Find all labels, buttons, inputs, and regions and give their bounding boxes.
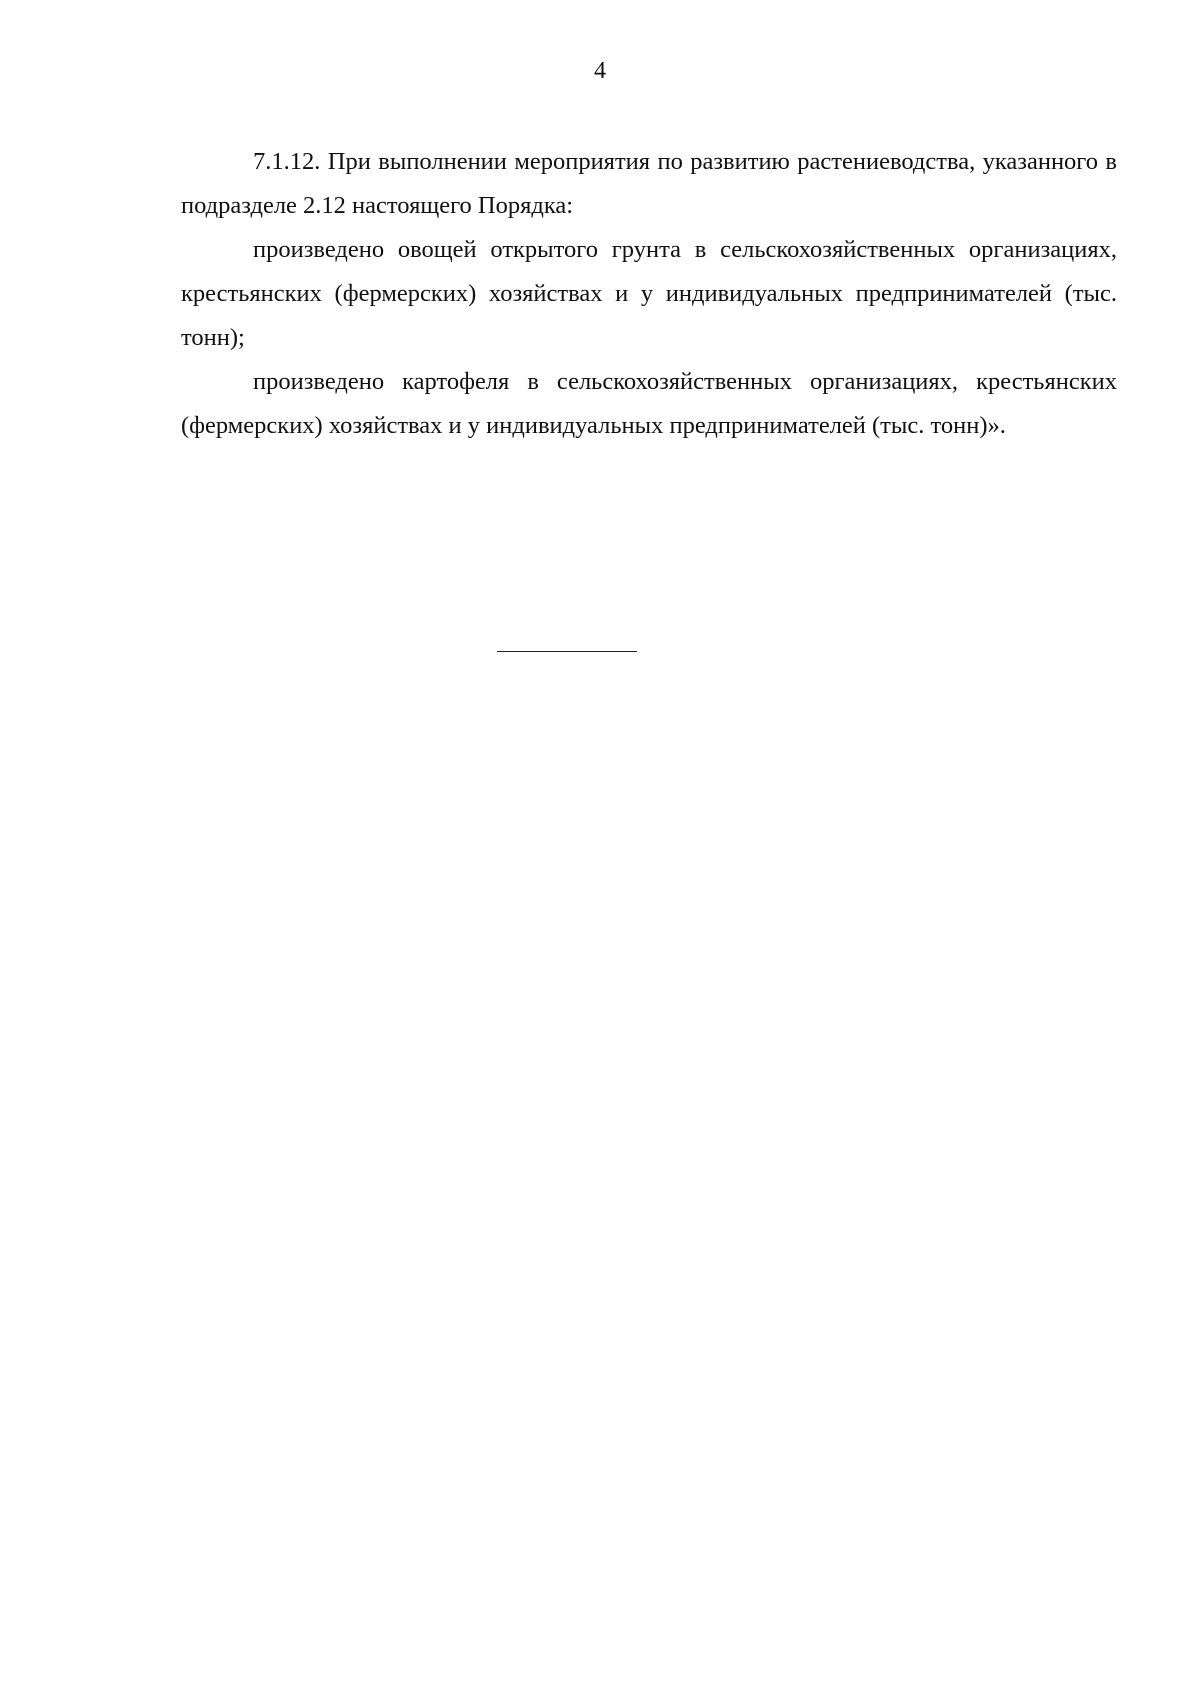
paragraph-vegetables-output: произведено овощей открытого грунта в сельскохозяйственных организациях, крестьянских (фермерских) хозяйствах и у индивидуальных предпринимателей (тыс. тонн);: [181, 236, 1117, 351]
end-separator-line: [497, 651, 637, 652]
document-body: [181, 140, 1117, 448]
page-number: 4: [594, 58, 606, 84]
paragraph-item-7-1-12: 7.1.12. При выполнении мероприятия по развитию растениеводства, указанного в подразделе 2.12 настоящего Порядка:: [181, 148, 1117, 219]
paragraph-potato-output: произведено картофеля в сельскохозяйственных организациях, крестьянских (фермерских) хозяйствах и у индивидуальных предпринимателей (тыс. тонн)».: [181, 368, 1117, 439]
